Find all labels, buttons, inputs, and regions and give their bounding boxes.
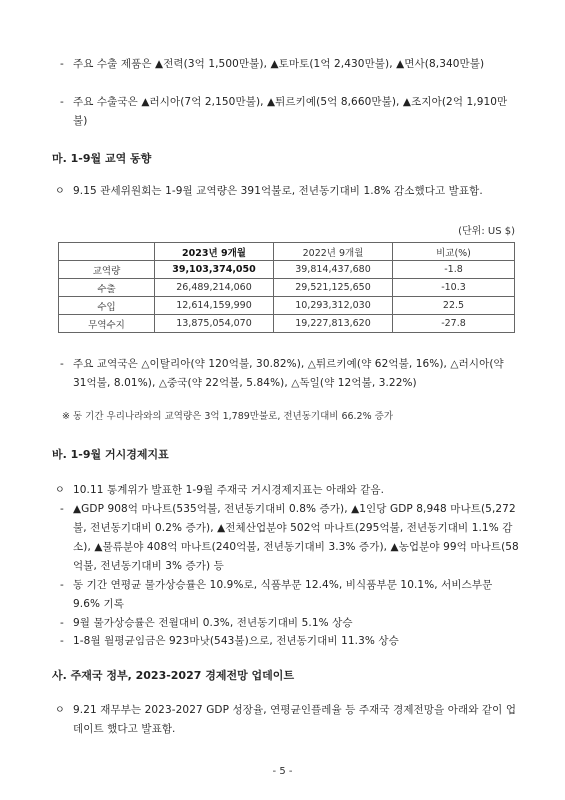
bullet-text: 동 기간 연평균 물가상승률은 10.9%로, 식품부문 12.4%, 비식품부문 10.1%, 서비스부문 9.6% 기록 xyxy=(73,579,493,610)
table-cell: 무역수지 xyxy=(59,315,155,333)
circle-bullet: ㅇ xyxy=(55,186,65,197)
bullet-text: 주요 수출 제품은 ▲전력(3억 1,500만불), ▲토마토(1억 2,430만불), ▲면사(8,340만불) xyxy=(73,58,485,70)
table-cell: 39,814,437,680 xyxy=(274,261,393,279)
table-cell: 12,614,159,990 xyxy=(155,297,274,315)
macro-wage-bullet xyxy=(60,632,520,651)
section-heading-macro: 바. 1-9월 거시경제지표 xyxy=(52,448,169,461)
trade-note: ※ 동 기간 우리나라와의 교역량은 3억 1,789만불로, 전년동기대비 66.2% 증가 xyxy=(62,411,394,422)
table-row xyxy=(59,261,515,279)
table-cell: -1.8 xyxy=(393,261,515,279)
table-header-row xyxy=(59,243,515,261)
trade-partners-bullet xyxy=(60,355,520,393)
unit-label: (단위: US $) xyxy=(458,226,515,237)
section-heading-outlook: 사. 주재국 정부, 2023-2027 경제전망 업데이트 xyxy=(52,669,295,682)
export-products-bullet xyxy=(60,55,520,74)
bullet-text: 주요 교역국은 △이탈리아(약 120억불, 30.82%), △튀르키예(약 62억불, 16%), △러시아(약 31억불, 8.01%), △중국(약 22억불, 5.84%), △독일(약 12억불, 3.22%) xyxy=(73,358,504,389)
page-number: - 5 - xyxy=(272,766,293,777)
bullet-dash: - xyxy=(60,617,64,629)
table-cell: 수출 xyxy=(59,279,155,297)
table-cell: -27.8 xyxy=(393,315,515,333)
table-cell: -10.3 xyxy=(393,279,515,297)
trade-table xyxy=(58,242,515,333)
bullet-dash: - xyxy=(60,503,64,515)
section-heading-trade: 마. 1-9월 교역 동향 xyxy=(52,152,152,165)
macro-september-bullet xyxy=(60,614,520,633)
table-row xyxy=(59,315,515,333)
table-cell: 26,489,214,060 xyxy=(155,279,274,297)
circle-bullet: ㅇ xyxy=(55,485,65,496)
table-header: 2022년 9개월 xyxy=(274,243,393,261)
table-cell: 수입 xyxy=(59,297,155,315)
table-header: 비교(%) xyxy=(393,243,515,261)
outlook-intro-text: 9.21 재무부는 2023-2027 GDP 성장율, 연평균인플레율 등 주재국 경제전망을 아래와 같이 업데이트 했다고 발표함. xyxy=(73,704,517,735)
outlook-intro xyxy=(55,701,520,739)
bullet-dash: - xyxy=(60,635,64,647)
macro-intro-text: 10.11 통계위가 발표한 1-9월 주재국 거시경제지표는 아래와 같음. xyxy=(73,484,385,496)
bullet-text: 주요 수출국은 ▲러시아(7억 2,150만불), ▲튀르키예(5억 8,660만불), ▲조지아(2억 1,910만불) xyxy=(73,96,508,127)
table-header: 2023년 9개월 xyxy=(155,243,274,261)
export-countries-bullet xyxy=(60,93,520,131)
macro-inflation-bullet xyxy=(60,576,520,614)
table-cell: 29,521,125,650 xyxy=(274,279,393,297)
trade-intro-text: 9.15 관세위원회는 1-9월 교역량은 391억불로, 전년동기대비 1.8% 감소했다고 발표함. xyxy=(73,185,483,197)
table-header xyxy=(59,243,155,261)
bullet-text: ▲GDP 908억 마나트(535억불, 전년동기대비 0.8% 증가), ▲1인당 GDP 8,948 마나트(5,272불, 전년동기대비 0.2% 증가), ▲전체산업분야 502억 마나트(295억불, 전년동기대비 1.1% 감소), ▲물류분야 408억 마나트(240억불, 전년동기대비 3.3% 증가), ▲농업분야 99억 마나트(58억불, 전년동기대비 3% 증가) 등 xyxy=(73,503,519,572)
bullet-dash: - xyxy=(60,358,64,370)
table-cell: 교역량 xyxy=(59,261,155,279)
table-cell: 19,227,813,620 xyxy=(274,315,393,333)
bullet-text: 1-8월 월평균임금은 923마낫(543불)으로, 전년동기대비 11.3% 상승 xyxy=(73,635,399,647)
bullet-dash: - xyxy=(60,96,64,108)
bullet-dash: - xyxy=(60,579,64,591)
bullet-dash: - xyxy=(60,58,64,70)
bullet-text: 9월 물가상승률은 전월대비 0.3%, 전년동기대비 5.1% 상승 xyxy=(73,617,353,629)
table-row xyxy=(59,279,515,297)
table-cell: 39,103,374,050 xyxy=(155,261,274,279)
macro-intro xyxy=(55,481,520,500)
table-cell: 22.5 xyxy=(393,297,515,315)
circle-bullet: ㅇ xyxy=(55,705,65,716)
table-cell: 10,293,312,030 xyxy=(274,297,393,315)
trade-intro xyxy=(55,182,520,201)
table-cell: 13,875,054,070 xyxy=(155,315,274,333)
macro-gdp-bullet xyxy=(60,500,520,576)
table-row xyxy=(59,297,515,315)
